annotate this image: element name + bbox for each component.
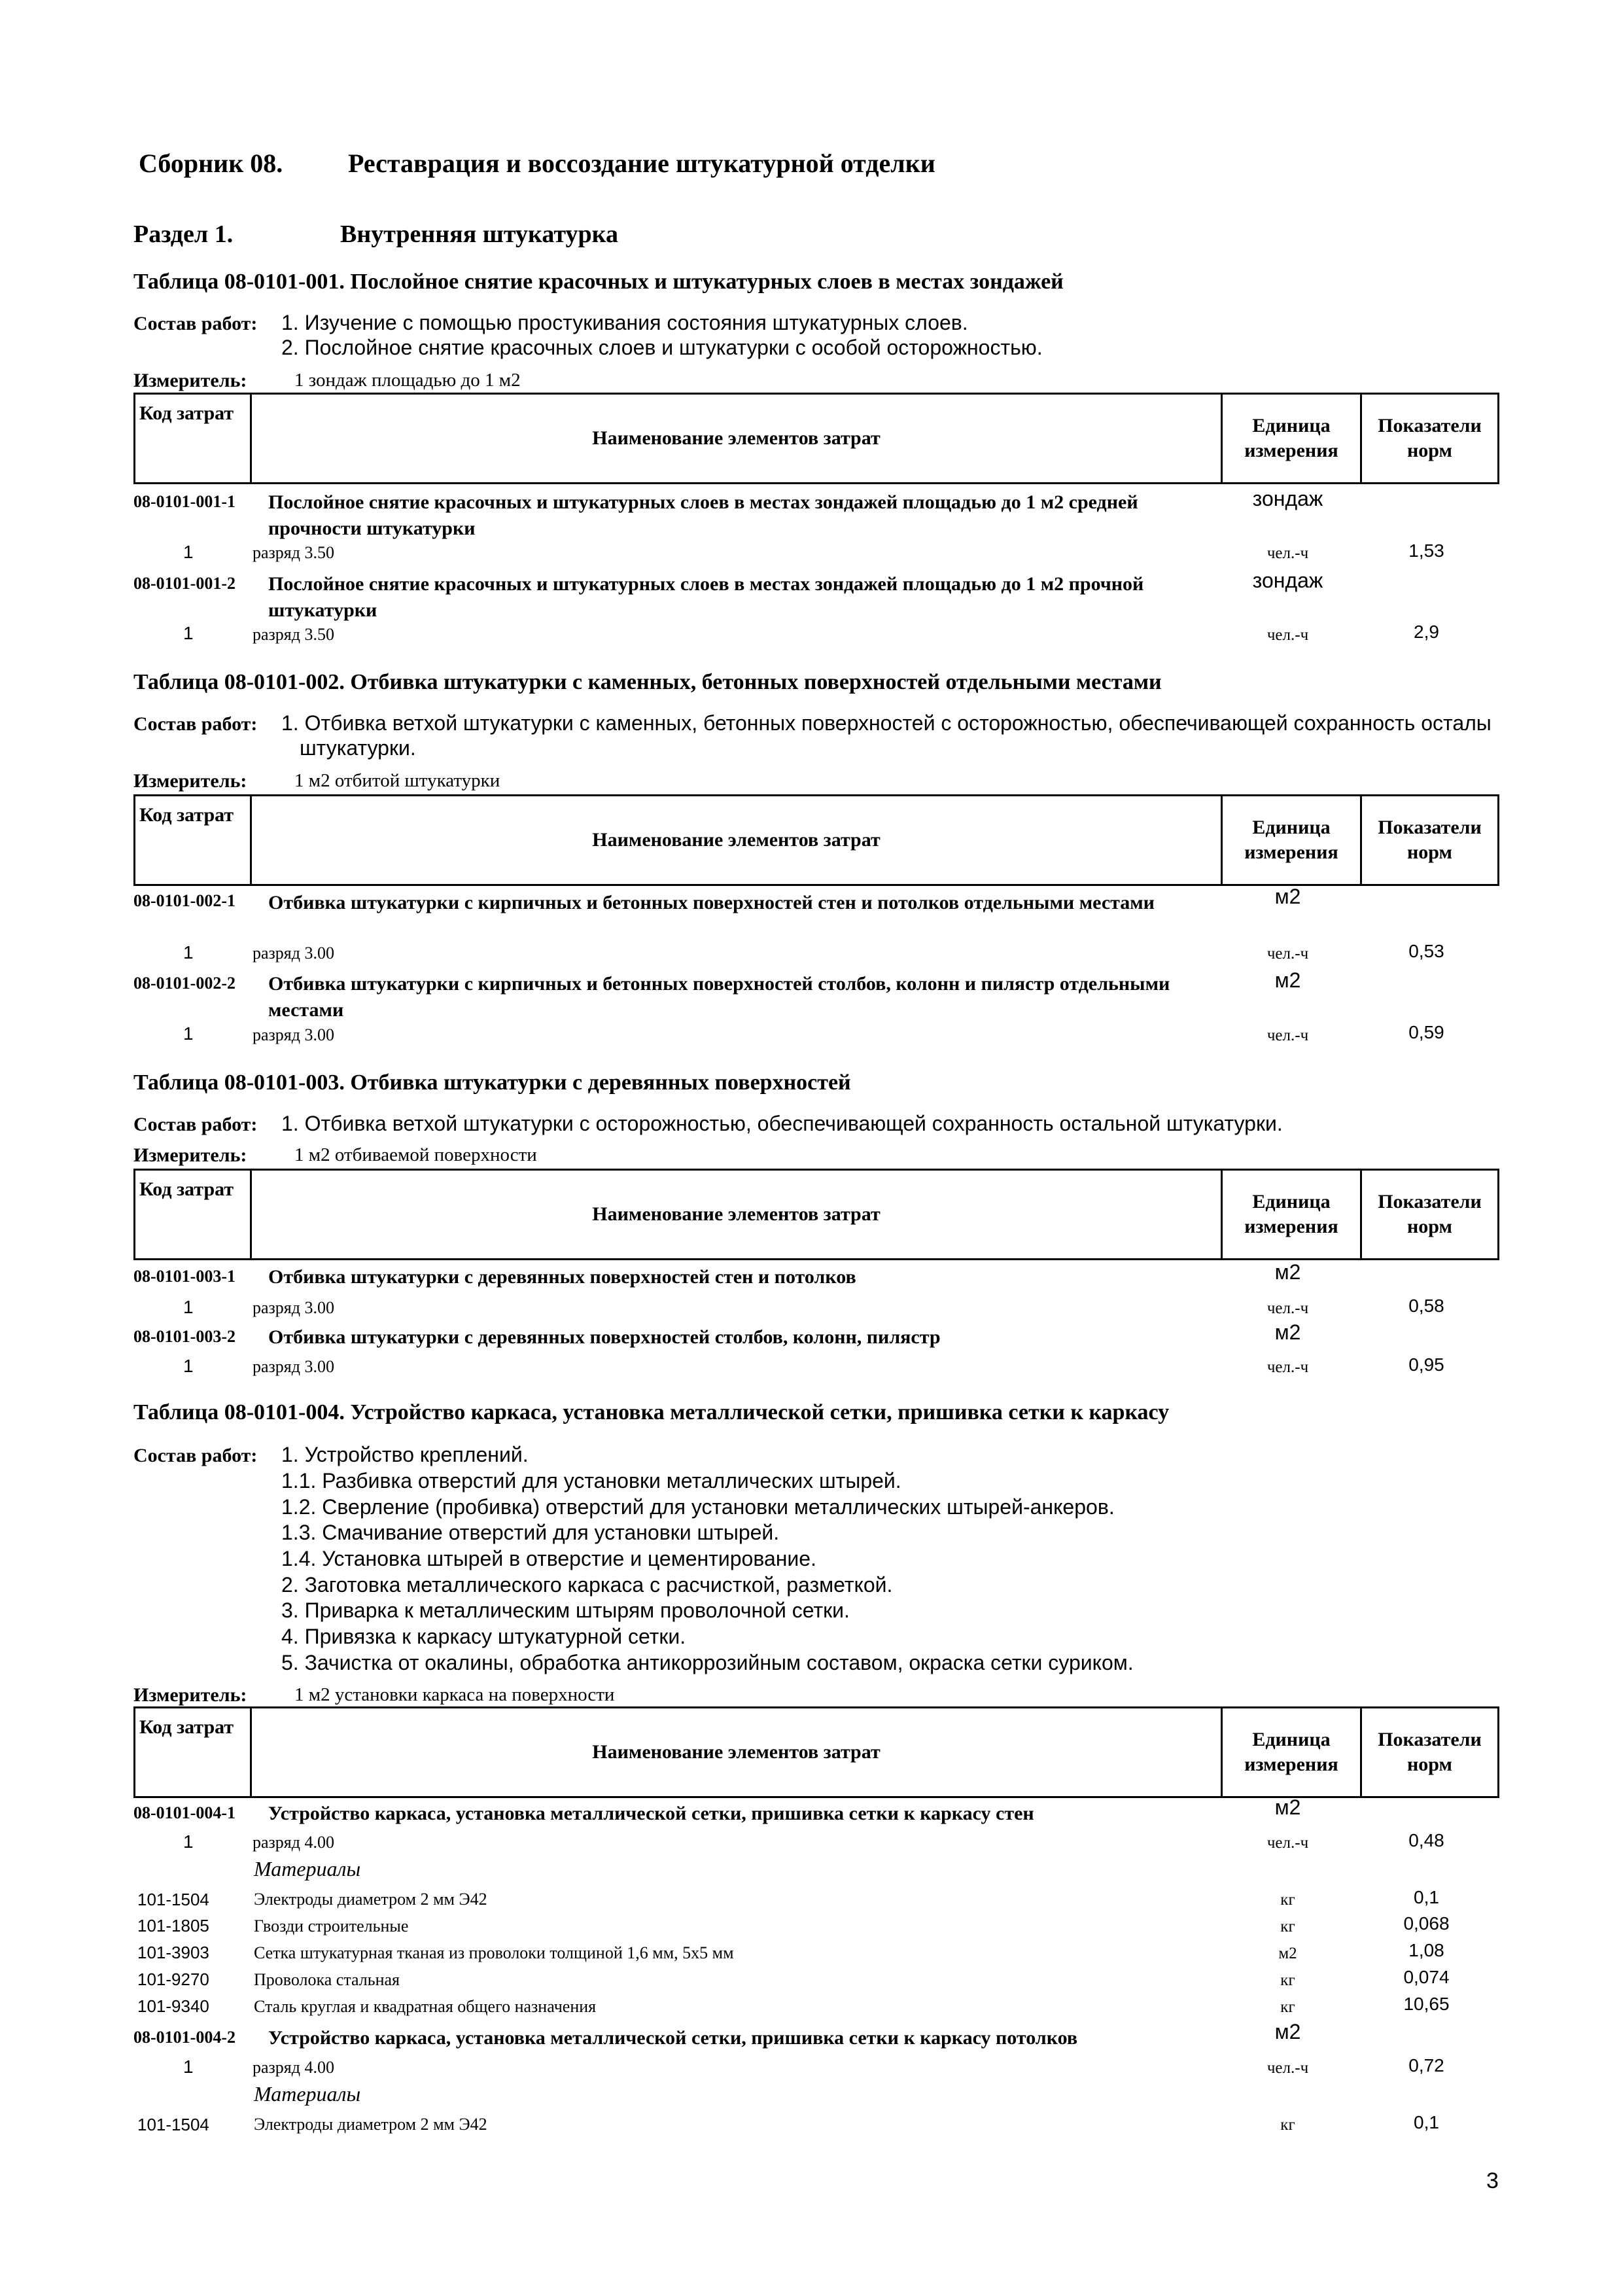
row-value: 0,95 [1408, 1354, 1444, 1375]
meter-label: Измеритель: [133, 1684, 247, 1706]
row-code: 08-0101-002-1 [133, 891, 236, 910]
table-header [133, 393, 1499, 484]
row-unit: чел.-ч [1266, 1027, 1309, 1044]
row-name: разряд 3.00 [253, 944, 334, 963]
row-name: разряд 3.50 [253, 625, 334, 644]
row-code: 101-9340 [137, 1996, 209, 2016]
table-header [133, 1706, 1499, 1798]
work-item: 2. Заготовка металлического каркаса с расчисткой, разметкой. [281, 1573, 893, 1597]
row-name: Сетка штукатурная тканая из проволоки толщиной 1,6 мм, 5х5 мм [254, 1943, 734, 1962]
row-name: Устройство каркаса, установка металлической сетки, пришивка сетки к каркасу потолков [268, 2027, 1078, 2049]
work-item: 1. Отбивка ветхой штукатурки с осторожностью, обеспечивающей сохранность остальной штукатурки. [281, 1112, 1283, 1135]
row-unit: чел.-ч [1266, 1834, 1309, 1852]
row-name: Отбивка штукатурки с кирпичных и бетонных поверхностей столбов, колонн и пилястр отдельными местами [268, 973, 1170, 1021]
header-unit: Единица измерения [1223, 796, 1362, 884]
row-code: 101-1805 [137, 1916, 209, 1935]
row-code: 1 [183, 942, 194, 963]
work-item: 1. Отбивка ветхой штукатурки с каменных, бетонных поверхностей с осторожностью, обеспечивающей сохранность осталы [281, 711, 1492, 735]
work-item: штукатурки. [300, 736, 416, 760]
row-unit: чел.-ч [1266, 1299, 1309, 1317]
header-unit: Единица измерения [1223, 1171, 1362, 1258]
meter-value: 1 м2 отбитой штукатурки [294, 770, 500, 791]
row-unit: м2 [1274, 968, 1301, 992]
row-unit: м2 [1274, 885, 1301, 908]
row-code: 1 [183, 623, 194, 643]
row-unit: кг [1280, 2116, 1295, 2134]
work-label: Состав работ: [133, 313, 258, 334]
row-code: 1 [183, 1297, 194, 1317]
row-value: 1,08 [1408, 1940, 1444, 1960]
section-label: Раздел 1. [133, 221, 234, 248]
row-unit: зондаж [1252, 487, 1323, 510]
section-title: Внутренняя штукатурка [340, 221, 618, 248]
row-value: 0,58 [1408, 1296, 1444, 1316]
work-label: Состав работ: [133, 1114, 258, 1135]
work-label: Состав работ: [133, 713, 258, 735]
row-name: Электроды диаметром 2 мм Э42 [254, 2115, 487, 2134]
work-item: 1. Устройство креплений. [281, 1443, 529, 1466]
row-unit: чел.-ч [1266, 626, 1309, 644]
row-name: Отбивка штукатурки с деревянных поверхностей столбов, колонн, пилястр [268, 1326, 941, 1348]
row-name: разряд 3.00 [253, 1298, 334, 1317]
header-name: Наименование элементов затрат [252, 796, 1223, 884]
work-item: 1. Изучение с помощью простукивания состояния штукатурных слоев. [281, 311, 968, 334]
row-unit: чел.-ч [1266, 945, 1309, 963]
row-value: 10,65 [1403, 1994, 1450, 2014]
row-name: Электроды диаметром 2 мм Э42 [254, 1890, 487, 1909]
row-code: 1 [183, 2057, 194, 2077]
row-name: Устройство каркаса, установка металлической сетки, пришивка сетки к каркасу стен [268, 1803, 1034, 1824]
row-unit: зондаж [1252, 569, 1323, 592]
row-name: разряд 4.00 [253, 2058, 334, 2077]
meter-label: Измеритель: [133, 370, 247, 391]
row-code: 1 [183, 1831, 194, 1852]
row-name: разряд 3.50 [253, 543, 334, 562]
work-item: 1.4. Установка штырей в отверстие и цементирование. [281, 1547, 816, 1570]
table-title: Таблица 08-0101-004. Устройство каркаса, установка металлической сетки, пришивка сетки к каркасу [133, 1400, 1170, 1424]
row-code: 101-3903 [137, 1943, 209, 1962]
collection-label: Сборник 08. [139, 149, 283, 178]
work-item: 1.2. Сверление (пробивка) отверстий для установки металлических штырей-анкеров. [281, 1495, 1115, 1519]
header-unit: Единица измерения [1223, 1708, 1362, 1796]
row-code: 101-9270 [137, 1969, 209, 1989]
row-name: Проволока стальная [254, 1970, 400, 1989]
row-name: разряд 4.00 [253, 1833, 334, 1852]
row-code: 101-1504 [137, 2115, 209, 2134]
row-value: 0,48 [1408, 1830, 1444, 1850]
row-unit: м2 [1278, 1945, 1297, 1962]
row-code: 08-0101-002-2 [133, 974, 236, 993]
row-name: Гвозди строительные [254, 1916, 409, 1935]
row-unit: чел.-ч [1266, 1358, 1309, 1376]
page-number: 3 [1486, 2168, 1499, 2193]
work-item: 1.1. Разбивка отверстий для установки металлических штырей. [281, 1469, 901, 1492]
row-unit: кг [1280, 1998, 1295, 2016]
header-norm: Показатели норм [1378, 817, 1482, 863]
row-code: 08-0101-004-2 [133, 2028, 236, 2047]
row-name: Сталь круглая и квадратная общего назначения [254, 1997, 597, 2016]
row-value: 0,72 [1408, 2055, 1444, 2075]
header-norm: Показатели норм [1378, 415, 1482, 461]
row-value: 0,1 [1414, 2112, 1439, 2132]
table-title: Таблица 08-0101-001. Послойное снятие красочных и штукатурных слоев в местах зондажей [133, 270, 1064, 294]
work-item: 2. Послойное снятие красочных слоев и штукатурки с особой осторожностью. [281, 336, 1043, 359]
row-code: 1 [183, 1023, 194, 1044]
row-unit: кг [1280, 1891, 1295, 1909]
row-value: 0,068 [1403, 1913, 1450, 1934]
collection-title: Реставрация и воссоздание штукатурной отделки [348, 149, 935, 178]
row-unit: м2 [1274, 2020, 1301, 2043]
row-unit: чел.-ч [1266, 2059, 1309, 2077]
row-name: разряд 3.00 [253, 1357, 334, 1376]
header-code: Код затрат [135, 796, 252, 884]
row-value: 0,53 [1408, 941, 1444, 961]
work-item: 4. Привязка к каркасу штукатурной сетки. [281, 1625, 686, 1648]
row-value: 0,074 [1403, 1967, 1450, 1987]
row-value: 0,59 [1408, 1022, 1444, 1042]
header-code: Код затрат [135, 1708, 252, 1796]
header-unit: Единица измерения [1223, 395, 1362, 482]
row-code: 08-0101-004-1 [133, 1803, 236, 1822]
meter-label: Измеритель: [133, 770, 247, 792]
work-item: 3. Приварка к металлическим штырям проволочной сетки. [281, 1598, 850, 1622]
row-unit: чел.-ч [1266, 544, 1309, 562]
row-unit: м2 [1274, 1260, 1301, 1284]
header-name: Наименование элементов затрат [252, 395, 1223, 482]
row-unit: кг [1280, 1918, 1295, 1935]
header-name: Наименование элементов затрат [252, 1171, 1223, 1258]
table-header [133, 794, 1499, 886]
meter-value: 1 зондаж площадью до 1 м2 [294, 370, 521, 391]
table-title: Таблица 08-0101-003. Отбивка штукатурки с деревянных поверхностей [133, 1070, 851, 1095]
materials-heading: Материалы [254, 2082, 361, 2106]
table-header [133, 1169, 1499, 1260]
header-name: Наименование элементов затрат [252, 1708, 1223, 1796]
row-value: 0,1 [1414, 1887, 1439, 1907]
meter-value: 1 м2 отбиваемой поверхности [294, 1144, 537, 1165]
meter-label: Измеритель: [133, 1144, 247, 1166]
row-unit: кг [1280, 1971, 1295, 1989]
row-name: Послойное снятие красочных и штукатурных слоев в местах зондажей площадью до 1 м2 средней прочности штукатурки [268, 491, 1138, 539]
row-code: 08-0101-003-1 [133, 1267, 236, 1286]
row-code: 1 [183, 1356, 194, 1376]
row-name: Отбивка штукатурки с деревянных поверхностей стен и потолков [268, 1266, 856, 1288]
row-unit: м2 [1274, 1795, 1301, 1819]
work-item: 5. Зачистка от окалины, обработка антикоррозийным составом, окраска сетки суриком. [281, 1651, 1134, 1674]
row-unit: м2 [1274, 1320, 1301, 1344]
row-code: 101-1504 [137, 1890, 209, 1909]
row-name: Отбивка штукатурки с кирпичных и бетонных поверхностей стен и потолков отдельными местами [268, 892, 1155, 913]
header-norm: Показатели норм [1378, 1729, 1482, 1775]
row-name: разряд 3.00 [253, 1025, 334, 1044]
row-code: 1 [183, 542, 194, 562]
header-code: Код затрат [135, 1171, 252, 1258]
table-title: Таблица 08-0101-002. Отбивка штукатурки с каменных, бетонных поверхностей отдельными местами [133, 670, 1162, 694]
work-label: Состав работ: [133, 1445, 258, 1466]
row-code: 08-0101-003-2 [133, 1327, 236, 1346]
row-value: 1,53 [1408, 540, 1444, 561]
header-code: Код затрат [135, 395, 252, 482]
row-code: 08-0101-001-1 [133, 492, 236, 511]
header-norm: Показатели норм [1378, 1191, 1482, 1237]
row-value: 2,9 [1414, 622, 1439, 642]
work-item: 1.3. Смачивание отверстий для установки штырей. [281, 1521, 780, 1544]
row-code: 08-0101-001-2 [133, 574, 236, 593]
row-name: Послойное снятие красочных и штукатурных слоев в местах зондажей площадью до 1 м2 прочной штукатурки [268, 573, 1144, 621]
meter-value: 1 м2 установки каркаса на поверхности [294, 1684, 615, 1705]
materials-heading: Материалы [254, 1857, 361, 1881]
